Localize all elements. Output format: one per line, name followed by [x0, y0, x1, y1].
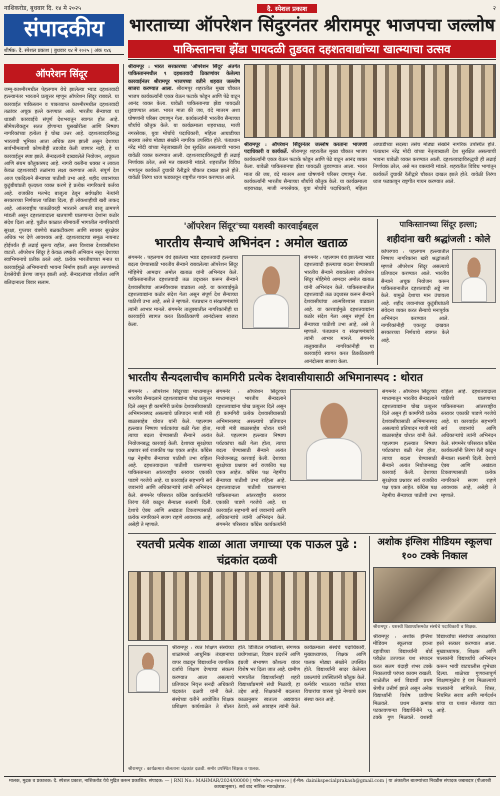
dalvi-portrait	[128, 645, 168, 693]
lead-headline: भारताच्या ऑपरेशन सिंदुरनंतर श्रीरामपूर भाजपचा जल्लोष	[129, 16, 495, 36]
rule-dalvi-ashoka	[369, 536, 370, 772]
lead-subheadline: पाकिस्तानचा झेंडा पायदळी तुडवत दहशतवाद्यांच्या खात्म्याचा उत्सव	[128, 40, 496, 58]
editorial-column	[4, 64, 124, 772]
rule-mid	[128, 368, 496, 369]
imprint-footer: मालक, मुद्रक व प्रकाशक: दै. स्पेशल प्रकाश, नाशिकरोड येथे मुद्रित करून प्रकाशित. संपादक: — | RNI No.: MAHMAR/2024/00000 | फोन: ०२५३-२४१००० | ई-मेल: dainikspecialprakash@gmail.com | या अंकातील बातम्यांच्या निवडीस संपादक जबाबदार (पीआरबी कायद्यानुसार). सर्व वाद नाशिक न्यायक्षेत्रात.	[4, 776, 496, 794]
amol-kicker: 'ऑपरेशन सिंदूर'च्या यशस्वी कारवाईबद्दल	[183, 222, 319, 232]
kole-headline: शहीदांना खरी श्रद्धांजली : कोले	[386, 235, 491, 245]
celebration-photo	[244, 64, 496, 138]
lead-headline-block	[128, 14, 496, 60]
thorat-portrait	[290, 389, 378, 481]
newspaper-name: दै. स्पेशल प्रकाश	[257, 4, 317, 13]
amol-body-continued: संगमनेर : पहलगाम येथे झालेल्या भ्याड दहशतवादी हल्ल्याचा बदला घेण्यासाठी भारतीय सैन्याने राबवलेल्या ऑपरेशन सिंदूर मोहिमेचे आमदार अमोल खताळ यांनी अभिनंदन केले. पाकिस्तानातील दहशतवादी तळ उद्ध्वस्त करून सैन्याने देशवासीयांचा आत्मविश्वास वाढवला आहे. या कारवाईमुळे दहशतवाद्यांना कठोर संदेश गेला असून संपूर्ण देश सैन्याच्या पाठीशी उभा आहे, असे ते म्हणाले. पंतप्रधान व संरक्षणमंत्र्यांचे त्यांनी आभार मानले. संगमनेर तालुक्यातील नागरिकांनीही या कारवाईचे स्वागत करत ठिकठिकाणी आनंदोत्सव साजरा केला.	[304, 255, 374, 365]
top-story-body-continued: श्रीरामपूर शहरातील मुख्य चौकात भाजप कार्यकर्त्यांनी एकत्र येऊन फटाके फोडून आणि पेढे वाटून आनंद व्यक्त केला. यावेळी पाकिस्तानचा झेंडा पायदळी तुडवण्यात आला. भारत माता की जय, वंदे मातरम अशा घोषणांनी परिसर दणाणून गेला. कार्यकर्त्यांनी भारतीय सैन्याच्या शौर्याचे कौतुक केले. या कार्यक्रमाला शहराध्यक्ष, माजी नगरसेवक, युवा मोर्चाचे पदाधिकारी, महिला आघाडीच्या सदस्या तसेच मोठ्या संख्येने नागरिक उपस्थित होते. पंतप्रधान नरेंद्र मोदी यांच्या नेतृत्वाखाली देश सुरक्षित असल्याची भावना यावेळी व्यक्त करण्यात आली. दहशतवादाविरुद्धची ही लढाई निर्णायक ठरेल, असे मत वक्त्यांनी मांडले. शहरातील विविध भागांतून कार्यकर्ते दुचाकी रॅलीद्वारे चौकात दाखल झाले होते. यावेळी तिरंगा ध्वज फडकावून राष्ट्रगीत गायन करण्यात आले.	[244, 142, 496, 193]
thorat-body-3: संगमनेर : ऑपरेशन सिंदूरच्या माध्यमातून भारतीय सैन्यदलाने दहशतवाद्यांना चोख प्रत्युत्तर दिले असून ही कामगिरी प्रत्येक देशवासीयासाठी अभिमानास्पद असल्याचे प्रतिपादन माजी मंत्री बाळासाहेब थोरात यांनी केले. पहलगाम हल्ल्यात निष्पाप पर्यटकांचा बळी गेला होता, त्याचा बदला घेण्यासाठी सैन्याने अत्यंत नियोजनबद्ध कारवाई केली. देशाच्या सुरक्षेच्या प्रश्नावर सर्व राजकीय पक्ष एकत्र आहेत. काँग्रेस पक्ष नेहमीच सैन्याच्या पाठीशी उभा राहिला आहे. दहशतवादाला पाठीशी घालणाऱ्या पाकिस्तानला आंतरराष्ट्रीय स्तरावर एकाकी पाडणे गरजेचे आहे. या कारवाईत सहभागी सर्व जवानांचे आणि अधिकाऱ्यांचे त्यांनी अभिनंदन केले. संगमनेर परिसरात काँग्रेस कार्यकर्त्यांनी तिरंगा रॅली काढून सैन्याला सलामी दिली. देशाचे ऐक्य आणि अखंडता टिकवण्यासाठी प्रत्येक नागरिकाने सजग राहणे आवश्यक आहे, असेही ते म्हणाले.	[382, 389, 496, 499]
editorial-body: जम्मू-काश्मीरमधील पेहलगाम येथे झालेल्या भ्याड दहशतवादी हल्ल्यानंतर भारताने प्रत्युत्तर म्हणून ऑपरेशन सिंदूर राबवले. या कारवाईत पाकिस्तान व पाकव्याप्त काश्मीरमधील दहशतवादी तळांवर अचूक हल्ले करण्यात आले. भारतीय सैन्याच्या या धाडसी कारवाईचे संपूर्ण देशभरातून स्वागत होत आहे. सीमेपलीकडून सतत होणाऱ्या घुसखोरीला आणि निष्पाप नागरिकांच्या हत्येला हे चोख उत्तर आहे. दहशतवादाविरुद्ध भारताची भूमिका आता अधिक ठाम झाली असून देशाच्या सार्वभौमत्वाशी कोणतीही तडजोड केली जाणार नाही, हे या कारवाईतून स्पष्ट झाले. सैन्यदलांनी दाखवलेले नियोजन, अचूकता आणि संयम कौतुकास्पद आहे. नागरी वस्तींना धक्का न लावता केवळ दहशतवादी तळांनाच लक्ष्य करण्यात आले. संपूर्ण देश आज एकदिलाने सैन्याच्या पाठीशी उभा आहे. शहीद जवानांच्या कुटुंबीयांप्रती कृतज्ञता व्यक्त करणे हे प्रत्येक नागरिकाचे कर्तव्य आहे. राजकीय मतभेद बाजूला ठेवून सर्वपक्षीय नेत्यांनी सरकारच्या निर्णयाला पाठिंबा दिला, ही लोकशाहीची खरी ताकद आहे. आंतरराष्ट्रीय पातळीवरही भारताने आपली बाजू ठामपणे मांडली असून दहशतवादाला खतपाणी घालणाऱ्या देशांना कठोर संदेश दिला आहे. पुढील काळात सीमावर्ती भागातील नागरिकांची सुरक्षा, गुप्तचर यंत्रणेचे बळकटीकरण आणि सायबर सुरक्षेवर अधिक भर देणे आवश्यक आहे. दहशतवादाचा समूळ नायनाट होईपर्यंत ही लढाई सुरूच राहील, असा विश्वास देशवासीयांना वाटतो. ऑपरेशन सिंदूर हे केवळ लष्करी अभियान नसून देशाच्या स्वाभिमानाचे प्रतीक ठरले आहे. प्रत्येक भारतीयाच्या मनात या कारवाईमुळे अभिमानाची भावना निर्माण झाली असून तरुणांमध्ये देशसेवेची प्रेरणा जागृत झाली आहे. सैन्यदलांच्या शौर्याला आणि बलिदानाला त्रिवार सलाम.	[4, 87, 119, 286]
ashoka-students-photo	[373, 567, 496, 623]
top-info-bar	[4, 3, 496, 13]
kole-article	[381, 219, 496, 365]
ashoka-body: श्रीरामपूर : अशोक इंग्लिश मीडियम स्कूलच्या इयत्ता दहावीच्या विद्यार्थ्यांनी बोर्ड परीक्षेत उज्ज्वल यश संपादन करत सलग यंदाही शंभर टक्के निकालाची परंपरा कायम राखली. शाळेतील सर्व विद्यार्थी प्रथम श्रेणीत उत्तीर्ण झाले असून अनेक विद्यार्थ्यांनी विशेष प्रावीण्य मिळवले. प्रथम क्रमांक पटकावणाऱ्या विद्यार्थिनीने ९६ टक्के गुण मिळवले. यशस्वी विद्यार्थ्यांचा संस्थेच्या अध्यक्षांच्या हस्ते सत्कार करण्यात आला. मुख्याध्यापक, शिक्षक आणि पालकांनी विद्यार्थ्यांचे अभिनंदन करून भावी वाटचालीस शुभेच्छा दिल्या. शाळेच्या गुणवत्तापूर्ण शिक्षणामुळेच हे यश मिळाल्याचे पालकांनी सांगितले. शिस्त, नियमित सराव आणि मार्गदर्शन यांचा या यशात मोलाचा वाटा आहे.	[373, 634, 496, 722]
rule-amol-kole	[377, 219, 378, 365]
section-masthead	[4, 14, 124, 58]
top-story-byline: श्रीरामपूर : भारत सरकारच्या 'ऑपरेशन सिंदूर' अंतर्गत पाकिस्तानमधील ९ दहशतवादी ठिकाणांवर केलेल्या कारवाईनंतर श्रीरामपूर भाजपच्या वतीने शहरात जल्लोष साजरा करण्यात आला.	[128, 64, 240, 93]
thorat-body-2: संगमनेर : ऑपरेशन सिंदूरच्या माध्यमातून भारतीय सैन्यदलाने दहशतवाद्यांना चोख प्रत्युत्तर दिले असून ही कामगिरी प्रत्येक देशवासीयासाठी अभिमानास्पद असल्याचे प्रतिपादन माजी मंत्री बाळासाहेब थोरात यांनी केले. पहलगाम हल्ल्यात निष्पाप पर्यटकांचा बळी गेला होता, त्याचा बदला घेण्यासाठी सैन्याने अत्यंत नियोजनबद्ध कारवाई केली. देशाच्या सुरक्षेच्या प्रश्नावर सर्व राजकीय पक्ष एकत्र आहेत. काँग्रेस पक्ष नेहमीच सैन्याच्या पाठीशी उभा राहिला आहे. दहशतवादाला पाठीशी घालणाऱ्या पाकिस्तानला आंतरराष्ट्रीय स्तरावर एकाकी पाडणे गरजेचे आहे. या कारवाईत सहभागी सर्व जवानांचे आणि अधिकाऱ्यांचे त्यांनी अभिनंदन केले. संगमनेर परिसरात काँग्रेस कार्यकर्त्यांनी	[216, 389, 286, 529]
ashoka-caption: श्रीरामपूर : यशस्वी विद्यार्थ्यांसमवेत संस्थेचे पदाधिकारी व शिक्षक.	[373, 625, 477, 630]
dalvi-headline-text: रयतची प्रत्येक शाळा आता जगाच्या एक पाऊल पुढे : चंद्रकांत दळवी	[136, 537, 358, 567]
editorial-title: ऑपरेशन सिंदूर	[4, 64, 119, 83]
top-story-body: श्रीरामपूर शहरातील मुख्य चौकात भाजप कार्यकर्त्यांनी एकत्र येऊन फटाके फोडून आणि पेढे वाटून आनंद व्यक्त केला. यावेळी पाकिस्तानचा झेंडा पायदळी तुडवण्यात आला. भारत माता की जय, वंदे मातरम अशा घोषणांनी परिसर दणाणून गेला. कार्यकर्त्यांनी भारतीय सैन्याच्या शौर्याचे कौतुक केले. या कार्यक्रमाला शहराध्यक्ष, माजी नगरसेवक, युवा मोर्चाचे पदाधिकारी, महिला आघाडीच्या सदस्या तसेच मोठ्या संख्येने नागरिक उपस्थित होते. पंतप्रधान नरेंद्र मोदी यांच्या नेतृत्वाखाली देश सुरक्षित असल्याची भावना यावेळी व्यक्त करण्यात आली. दहशतवादाविरुद्धची ही लढाई निर्णायक ठरेल, असे मत वक्त्यांनी मांडले. शहरातील विविध भागांतून कार्यकर्ते दुचाकी रॅलीद्वारे चौकात दाखल झाले होते. यावेळी तिरंगा ध्वज फडकावून राष्ट्रगीत गायन करण्यात आले.	[128, 86, 240, 182]
top-story-text-continued	[244, 142, 496, 214]
amol-article	[128, 219, 374, 365]
thorat-body-1: संगमनेर : ऑपरेशन सिंदूरच्या माध्यमातून भारतीय सैन्यदलाने दहशतवाद्यांना चोख प्रत्युत्तर दिले असून ही कामगिरी प्रत्येक देशवासीयासाठी अभिमानास्पद असल्याचे प्रतिपादन माजी मंत्री बाळासाहेब थोरात यांनी केले. पहलगाम हल्ल्यात निष्पाप पर्यटकांचा बळी गेला होता, त्याचा बदला घेण्यासाठी सैन्याने अत्यंत नियोजनबद्ध कारवाई केली. देशाच्या सुरक्षेच्या प्रश्नावर सर्व राजकीय पक्ष एकत्र आहेत. काँग्रेस पक्ष नेहमीच सैन्याच्या पाठीशी उभा राहिला आहे. दहशतवादाला पाठीशी घालणाऱ्या पाकिस्तानला आंतरराष्ट्रीय स्तरावर एकाकी पाडणे गरजेचे आहे. या कारवाईत सहभागी सर्व जवानांचे आणि अधिकाऱ्यांचे त्यांनी अभिनंदन केले. संगमनेर परिसरात काँग्रेस कार्यकर्त्यांनी तिरंगा रॅली काढून सैन्याला सलामी दिली. देशाचे ऐक्य आणि अखंडता टिकवण्यासाठी प्रत्येक नागरिकाने सजग राहणे आवश्यक आहे, असेही ते म्हणाले.	[128, 389, 212, 529]
dalvi-body: श्रीरामपूर : रयत शिक्षण संस्थेच्या शाळांमध्ये आधुनिक तंत्रज्ञानाचा वापर वाढवून विद्यार्थ्यांना जागतिक दर्जाचे शिक्षण देण्याचा संकल्प करण्यात आला असल्याचे प्रतिपादन निवृत्त सनदी अधिकारी चंद्रकांत दळवी यांनी केले. संस्थेच्या वतीने आयोजित शिक्षक प्रशिक्षण कार्यशाळेत ते बोलत होते. डिजिटल वर्गखोल्या, संगणक प्रयोगशाळा, विज्ञान प्रदर्शने आणि इंग्रजी संभाषण कौशल्य यांवर विशेष भर दिला जात आहे. ग्रामीण भागातील विद्यार्थ्यांनाही शहरी विद्यार्थ्यांप्रमाणे संधी मिळावी, हा उद्देश आहे. शिक्षकांनी बदलत्या काळानुसार स्वतःला अद्ययावत ठेवावे, असे आवाहन त्यांनी केले. कार्यक्रमाला संस्थेचे पदाधिकारी, मुख्याध्यापक, शिक्षक आणि पालक मोठ्या संख्येने उपस्थित होते. विद्यार्थ्यांनी सादर केलेल्या प्रकल्पांचे उपस्थितांनी कौतुक केले. कर्मवीर भाऊराव पाटील यांच्या विचारांचा वारसा पुढे नेण्याचे काम संस्था करत आहे.	[172, 645, 366, 711]
thorat-headline: भारतीय सैन्यदलाचीच कामगिरी प्रत्येक देशवासीयासाठी अभिमानास्पद : थोरात	[128, 372, 423, 384]
masthead-subline: शीर्षक: दै. स्पेशल प्रकाश | बुधवार १४ मे २०२५ | अंक १४६	[4, 46, 124, 55]
amol-headline: भारतीय सैन्याचे अभिनंदन : अमोल खताळ	[154, 235, 348, 250]
top-story-caption: श्रीरामपूर : ऑपरेशन सिंदूरनंतर जल्लोष करताना भाजपचे पदाधिकारी व कार्यकर्ते.	[244, 142, 367, 156]
ashoka-article	[373, 536, 496, 772]
ashoka-headline	[373, 536, 496, 564]
section-logo: संपादकीय	[4, 14, 124, 46]
dalvi-event-photo	[128, 571, 366, 641]
amol-portrait	[242, 255, 300, 329]
kole-portrait	[452, 249, 496, 303]
kole-body: कोपरगाव : पहलगाम हल्ल्यातील निष्पाप नागरिकांना खरी श्रद्धांजली म्हणजे ऑपरेशन सिंदूर असल्याचे प्रतिपादन करण्यात आले. भारतीय सैन्याने अचूक नियोजन करून पाकिस्तानातील दहशतवादी अड्डे नष्ट केले. यामुळे देशाचा मान उंचावला आहे. शहीद जवानांच्या कुटुंबीयांप्रती संवेदना व्यक्त करत सैन्याचे मनःपूर्वक अभिनंदन करण्यात आले. नागरिकांनीही एकजूट दाखवत सरकारच्या निर्णयाचे स्वागत केले आहे.	[381, 249, 449, 344]
rule-top-story	[128, 216, 496, 217]
dalvi-caption: श्रीरामपूर : कार्यक्रमात बोलताना चंद्रकांत दळवी. समोर उपस्थित शिक्षक व पालक.	[128, 767, 260, 772]
rule-lower	[128, 533, 496, 534]
kole-kicker: पाकिस्तानच्या सिंदूर हल्ला;	[399, 220, 478, 229]
page-number: २	[492, 5, 496, 12]
top-story-text	[128, 64, 240, 214]
issue-date: नाशिकरोड, बुधवार दि. १४ मे २०२५	[4, 5, 82, 12]
amol-body: संगमनेर : पहलगाम येथे झालेल्या भ्याड दहशतवादी हल्ल्याचा बदला घेण्यासाठी भारतीय सैन्याने राबवलेल्या ऑपरेशन सिंदूर मोहिमेचे आमदार अमोल खताळ यांनी अभिनंदन केले. पाकिस्तानातील दहशतवादी तळ उद्ध्वस्त करून सैन्याने देशवासीयांचा आत्मविश्वास वाढवला आहे. या कारवाईमुळे दहशतवाद्यांना कठोर संदेश गेला असून संपूर्ण देश सैन्याच्या पाठीशी उभा आहे, असे ते म्हणाले. पंतप्रधान व संरक्षणमंत्र्यांचे त्यांनी आभार मानले. संगमनेर तालुक्यातील नागरिकांनीही या कारवाईचे स्वागत करत ठिकठिकाणी आनंदोत्सव साजरा केला.	[128, 255, 238, 328]
dalvi-article	[128, 536, 366, 772]
ashoka-headline-text: अशोक इंग्लिश मीडियम स्कूलचा १०० टक्के निकाल	[377, 537, 492, 562]
dalvi-headline	[128, 536, 366, 568]
thorat-article	[128, 371, 496, 531]
